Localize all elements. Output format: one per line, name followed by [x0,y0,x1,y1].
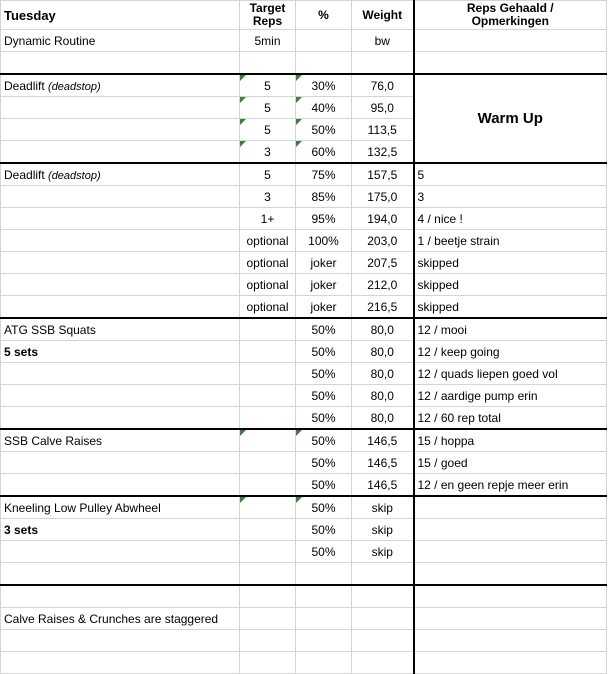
exercise-cell[interactable] [1,474,240,497]
percent-cell[interactable] [296,429,352,452]
exercise-cell[interactable] [1,252,240,274]
percent-cell[interactable] [296,496,352,519]
header-day: Tuesday [1,1,240,30]
percent-cell[interactable] [296,119,352,141]
warmup-note-cell[interactable] [414,74,607,163]
notes-cell[interactable] [414,608,607,630]
notes-cell[interactable] [414,296,607,319]
weight-cell[interactable] [352,385,414,407]
notes-cell[interactable] [414,363,607,385]
notes-value: 5 [417,167,425,182]
notes-cell[interactable] [414,452,607,474]
target-reps-value: 3 [264,189,271,204]
target-reps-value: optional [246,233,289,248]
percent-cell[interactable] [296,519,352,541]
header-notes-line1: Reps Gehaald / [466,1,554,15]
table-row [1,274,607,296]
exercise-cell[interactable] [1,163,240,186]
percent-cell[interactable] [296,608,352,630]
exercise-cell[interactable] [1,652,240,674]
weight-value: skip [371,544,393,559]
weight-value: 95,0 [370,100,394,115]
weight-cell[interactable] [352,296,414,319]
weight-value: 80,0 [370,344,394,359]
table-row [1,630,607,652]
weight-cell[interactable] [352,141,414,164]
percent-cell[interactable] [296,52,352,75]
percent-value: 50% [311,366,336,381]
notes-value: 15 / goed [417,455,468,470]
weight-value: bw [374,33,390,48]
weight-cell[interactable] [352,97,414,119]
weight-value: 157,5 [367,167,398,182]
target-reps-cell[interactable] [240,274,296,296]
percent-cell[interactable] [296,97,352,119]
percent-value: 50% [311,455,336,470]
notes-cell[interactable] [414,630,607,652]
exercise-cell[interactable] [1,407,240,430]
exercise-label: SSB Calve Raises [4,433,103,448]
target-reps-cell[interactable] [240,385,296,407]
exercise-variant-label: (deadstop) [48,169,101,182]
notes-cell[interactable] [414,407,607,430]
percent-value: 85% [311,189,336,204]
table-row [1,496,607,519]
percent-value: 30% [311,78,336,93]
header-percent: % [296,1,352,30]
target-reps-cell[interactable] [240,230,296,252]
target-reps-cell[interactable] [240,608,296,630]
target-reps-cell[interactable] [240,52,296,75]
target-reps-cell[interactable] [240,296,296,319]
percent-cell[interactable] [296,74,352,97]
warmup-label: Warm Up [477,110,543,127]
weight-value: 80,0 [370,366,394,381]
weight-cell[interactable] [352,119,414,141]
table-row [1,52,607,75]
notes-value: 3 [417,189,425,204]
notes-cell[interactable] [414,474,607,497]
target-reps-value: optional [246,255,289,270]
table-row [1,341,607,363]
target-reps-value: 1+ [260,211,275,226]
header-weight: Weight [352,1,414,30]
weight-value: 146,5 [367,433,398,448]
exercise-cell[interactable] [1,274,240,296]
exercise-cell[interactable] [1,52,240,75]
weight-cell[interactable] [352,208,414,230]
weight-cell[interactable] [352,363,414,385]
percent-cell[interactable] [296,274,352,296]
table-row [1,407,607,430]
weight-value: 113,5 [367,122,397,137]
percent-value: 50% [311,477,336,492]
percent-cell[interactable] [296,141,352,164]
target-reps-value: optional [246,277,289,292]
table-row [1,186,607,208]
weight-value: 212,0 [367,277,398,292]
notes-value: 12 / quads liepen goed vol [417,366,558,381]
exercise-cell[interactable] [1,429,240,452]
percent-cell[interactable] [296,296,352,319]
table-row [1,474,607,497]
notes-value: 12 / aardige pump erin [417,388,538,403]
notes-value: skipped [417,255,459,270]
exercise-cell[interactable] [1,496,240,519]
notes-cell[interactable] [414,385,607,407]
target-reps-cell[interactable] [240,341,296,363]
notes-value: 12 / en geen repje meer erin [417,477,569,492]
notes-cell[interactable] [414,252,607,274]
weight-value: 132,5 [367,144,398,159]
weight-cell[interactable] [352,519,414,541]
table-row [1,74,607,97]
percent-cell[interactable] [296,208,352,230]
percent-value: 50% [311,433,336,448]
weight-value: skip [371,500,393,515]
percent-cell[interactable] [296,452,352,474]
weight-value: 194,0 [367,211,398,226]
target-reps-cell[interactable] [240,563,296,586]
target-reps-cell[interactable] [240,496,296,519]
notes-value: 4 / nice ! [417,211,463,226]
target-reps-cell[interactable] [240,652,296,674]
weight-cell[interactable] [352,52,414,75]
notes-cell[interactable] [414,563,607,586]
notes-value: 12 / keep going [417,344,500,359]
table-row [1,652,607,674]
percent-cell[interactable] [296,252,352,274]
table-row [1,363,607,385]
percent-value: 40% [311,100,336,115]
exercise-cell[interactable] [1,141,240,164]
weight-cell[interactable] [352,407,414,430]
exercise-cell[interactable] [1,74,240,97]
target-reps-cell[interactable] [240,30,296,52]
notes-cell[interactable] [414,208,607,230]
table-row [1,452,607,474]
notes-cell[interactable] [414,318,607,341]
exercise-cell[interactable] [1,519,240,541]
target-reps-cell[interactable] [240,363,296,385]
percent-cell[interactable] [296,474,352,497]
header-target-reps-line1: Target [249,1,286,15]
target-reps-value: 5min [254,33,281,48]
target-reps-cell[interactable] [240,519,296,541]
notes-cell[interactable] [414,163,607,186]
exercise-cell[interactable] [1,97,240,119]
table-row [1,541,607,563]
target-reps-cell[interactable] [240,119,296,141]
notes-value: skipped [417,299,459,314]
weight-cell[interactable] [352,452,414,474]
exercise-label: 3 sets [4,522,39,537]
weight-value: skip [371,522,393,537]
target-reps-cell[interactable] [240,630,296,652]
exercise-cell[interactable] [1,186,240,208]
notes-cell[interactable] [414,186,607,208]
weight-cell[interactable] [352,429,414,452]
weight-value: 216,5 [367,299,398,314]
weight-cell[interactable] [352,341,414,363]
notes-cell[interactable] [414,429,607,452]
weight-cell[interactable] [352,186,414,208]
notes-cell[interactable] [414,341,607,363]
percent-cell[interactable] [296,186,352,208]
weight-cell[interactable] [352,74,414,97]
percent-value: 75% [311,167,336,182]
notes-cell[interactable] [414,274,607,296]
exercise-cell[interactable] [1,585,240,608]
exercise-cell[interactable] [1,563,240,586]
weight-cell[interactable] [352,163,414,186]
weight-cell[interactable] [352,496,414,519]
notes-value: 15 / hoppa [417,433,475,448]
notes-value: 1 / beetje strain [417,233,500,248]
weight-value: 146,5 [367,455,398,470]
target-reps-cell[interactable] [240,97,296,119]
target-reps-cell[interactable] [240,74,296,97]
percent-value: 60% [311,144,336,159]
percent-value: joker [310,277,337,292]
target-reps-cell[interactable] [240,208,296,230]
weight-value: 146,5 [367,477,398,492]
weight-cell[interactable] [352,474,414,497]
weight-value: 80,0 [370,322,394,337]
exercise-label: Deadlift [4,167,45,182]
percent-value: 50% [311,388,336,403]
table-row [1,318,607,341]
weight-cell[interactable] [352,630,414,652]
target-reps-value: 3 [264,144,271,159]
percent-value: 50% [311,410,336,425]
percent-cell[interactable] [296,363,352,385]
target-reps-value: optional [246,299,289,314]
weight-cell[interactable] [352,30,414,52]
target-reps-cell[interactable] [240,452,296,474]
header-target-reps [240,1,296,30]
exercise-cell[interactable] [1,630,240,652]
percent-value: 50% [311,344,336,359]
percent-value: joker [310,255,337,270]
table-header-row [1,1,607,30]
exercise-cell[interactable] [1,119,240,141]
weight-value: 80,0 [370,410,394,425]
percent-cell[interactable] [296,652,352,674]
weight-value: 76,0 [370,78,394,93]
percent-cell[interactable] [296,341,352,363]
header-notes [414,1,607,30]
table-row [1,519,607,541]
notes-cell[interactable] [414,496,607,519]
table-row [1,563,607,586]
notes-cell[interactable] [414,541,607,563]
exercise-label: Calve Raises & Crunches are staggered [4,611,219,626]
notes-cell[interactable] [414,52,607,75]
table-row [1,30,607,52]
exercise-label: Dynamic Routine [4,33,96,48]
target-reps-value: 5 [264,78,271,93]
exercise-label: Deadlift [4,78,45,93]
exercise-cell[interactable] [1,318,240,341]
percent-value: 95% [311,211,336,226]
percent-value: 50% [311,544,336,559]
weight-value: 175,0 [367,189,398,204]
percent-cell[interactable] [296,30,352,52]
percent-cell[interactable] [296,230,352,252]
percent-value: 50% [311,522,336,537]
exercise-cell[interactable] [1,541,240,563]
target-reps-cell[interactable] [240,585,296,608]
table-row [1,385,607,407]
target-reps-value: 5 [264,167,271,182]
percent-value: 50% [311,322,336,337]
exercise-cell[interactable] [1,608,240,630]
target-reps-cell[interactable] [240,318,296,341]
exercise-cell[interactable] [1,296,240,319]
weight-cell[interactable] [352,652,414,674]
exercise-label: Kneeling Low Pulley Abwheel [4,500,161,515]
notes-value: skipped [417,277,459,292]
weight-value: 207,5 [367,255,398,270]
percent-cell[interactable] [296,541,352,563]
notes-cell[interactable] [414,519,607,541]
exercise-cell[interactable] [1,30,240,52]
percent-cell[interactable] [296,318,352,341]
weight-value: 203,0 [367,233,398,248]
target-reps-cell[interactable] [240,429,296,452]
table-row [1,208,607,230]
target-reps-cell[interactable] [240,163,296,186]
exercise-cell[interactable] [1,363,240,385]
weight-cell[interactable] [352,563,414,586]
table-row [1,163,607,186]
table-row [1,608,607,630]
target-reps-cell[interactable] [240,407,296,430]
notes-value: 12 / mooi [417,322,467,337]
table-row [1,252,607,274]
target-reps-cell[interactable] [240,252,296,274]
target-reps-value: 5 [264,122,271,137]
table-row [1,296,607,319]
target-reps-cell[interactable] [240,474,296,497]
exercise-cell[interactable] [1,230,240,252]
weight-cell[interactable] [352,608,414,630]
exercise-cell[interactable] [1,385,240,407]
weight-cell[interactable] [352,274,414,296]
notes-cell[interactable] [414,585,607,608]
notes-cell[interactable] [414,230,607,252]
percent-cell[interactable] [296,630,352,652]
notes-cell[interactable] [414,30,607,52]
table-row [1,429,607,452]
table-row [1,585,607,608]
weight-cell[interactable] [352,541,414,563]
weight-value: 80,0 [370,388,394,403]
header-notes-line2: Opmerkingen [471,14,549,28]
weight-cell[interactable] [352,230,414,252]
percent-cell[interactable] [296,563,352,586]
percent-value: 100% [308,233,339,248]
exercise-label: 5 sets [4,344,39,359]
weight-cell[interactable] [352,252,414,274]
table-row [1,230,607,252]
weight-cell[interactable] [352,585,414,608]
percent-cell[interactable] [296,385,352,407]
exercise-cell[interactable] [1,341,240,363]
exercise-cell[interactable] [1,208,240,230]
notes-cell[interactable] [414,652,607,674]
target-reps-cell[interactable] [240,186,296,208]
percent-value: 50% [311,500,336,515]
target-reps-cell[interactable] [240,541,296,563]
notes-value: 12 / 60 rep total [417,410,501,425]
percent-value: 50% [311,122,336,137]
weight-cell[interactable] [352,318,414,341]
target-reps-cell[interactable] [240,141,296,164]
exercise-variant-label: (deadstop) [48,80,101,93]
percent-value: joker [310,299,337,314]
percent-cell[interactable] [296,585,352,608]
percent-cell[interactable] [296,407,352,430]
exercise-cell[interactable] [1,452,240,474]
target-reps-value: 5 [264,100,271,115]
percent-cell[interactable] [296,163,352,186]
exercise-label: ATG SSB Squats [4,322,96,337]
header-target-reps-line2: Reps [252,14,283,28]
table-body [1,1,607,674]
